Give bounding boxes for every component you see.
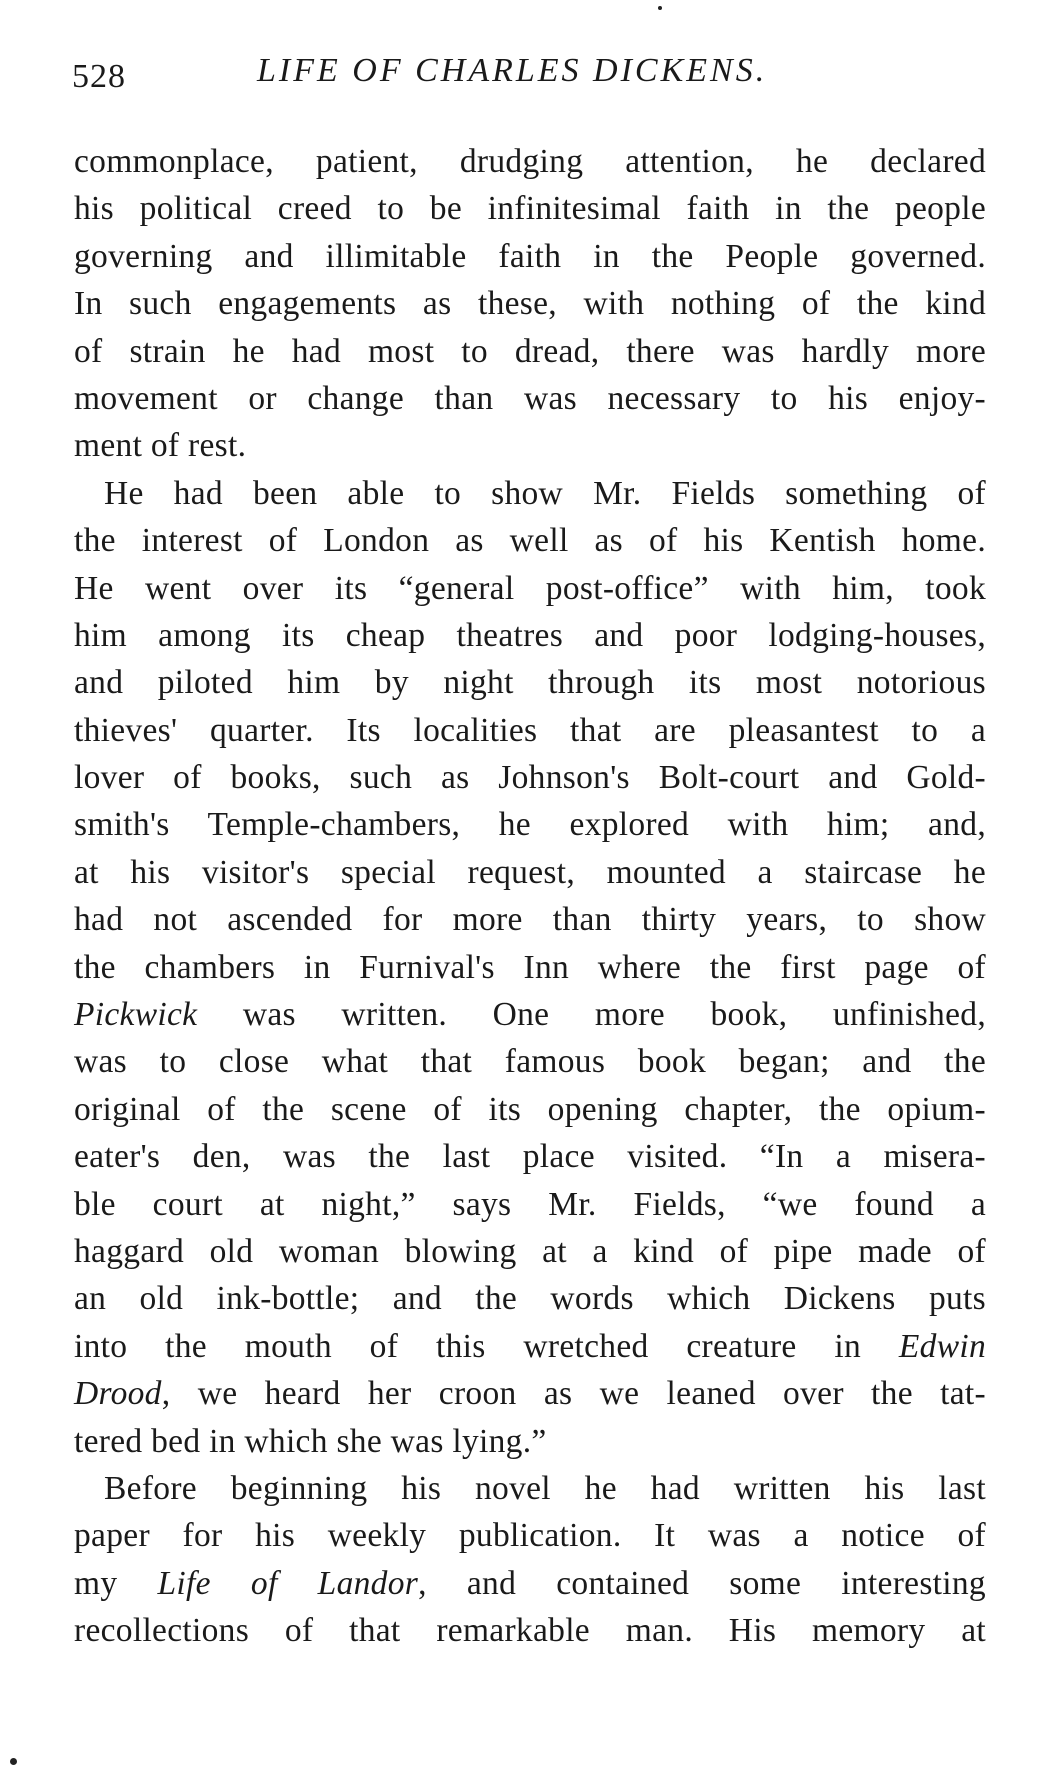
text-line (74, 1607, 986, 1654)
text-line (74, 233, 986, 280)
text-run: He had been able to show Mr. Fields something of (104, 474, 986, 512)
text-run: of strain he had most to dread, there was hardly more (74, 332, 986, 370)
text-run: lover of books, such as Johnson's Bolt-court and Gold- (74, 759, 986, 797)
text-line (74, 1228, 986, 1275)
text-line (74, 1323, 986, 1370)
body-text (74, 138, 986, 1655)
text-line (74, 1275, 986, 1322)
text-run: and piloted him by night through its most notorious (74, 664, 986, 702)
text-line (74, 707, 986, 754)
text-line (74, 896, 986, 943)
paragraph (74, 1465, 986, 1655)
text-run: He went over its “general post-office” with him, took (74, 569, 986, 607)
text-run: movement or change than was necessary to his enjoy- (74, 379, 986, 417)
text-run: , and contained some interesting (418, 1564, 986, 1602)
text-line (74, 612, 986, 659)
text-line (74, 375, 986, 422)
text-run: was written. One more book, unfinished, (197, 996, 986, 1034)
text-run: his political creed to be infinitesimal faith in the people (74, 190, 986, 228)
text-run: my (74, 1564, 158, 1602)
text-run: had not ascended for more than thirty years, to show (74, 901, 986, 939)
text-line (74, 1181, 986, 1228)
text-run: tered bed in which she was lying.” (74, 1422, 547, 1460)
text-line (74, 1370, 986, 1417)
text-line (74, 517, 986, 564)
italic-title: Pickwick (74, 996, 198, 1034)
text-line (74, 1560, 986, 1607)
text-run: thieves' quarter. Its localities that are pleasantest to a (74, 711, 986, 749)
italic-title: Life of Landor (157, 1564, 419, 1602)
paragraph (74, 138, 986, 470)
text-line (74, 1465, 986, 1512)
text-line (74, 422, 986, 469)
text-line (74, 328, 986, 375)
text-line (74, 1418, 986, 1465)
text-run: into the mouth of this wretched creature in (74, 1327, 899, 1365)
text-run: at his visitor's special request, mounted a staircase he (74, 853, 986, 891)
text-line (74, 991, 986, 1038)
text-run: Before beginning his novel he had written his last (104, 1469, 986, 1507)
text-run: governing and illimitable faith in the People governed. (74, 237, 986, 275)
text-line (74, 185, 986, 232)
text-run: an old ink-bottle; and the words which Dickens puts (74, 1280, 986, 1318)
text-line (74, 565, 986, 612)
text-run: the chambers in Furnival's Inn where the first page of (74, 948, 986, 986)
text-line (74, 470, 986, 517)
text-line (74, 1512, 986, 1559)
text-run: , we heard her croon as we leaned over the tat- (161, 1375, 986, 1413)
text-line (74, 754, 986, 801)
italic-title: Edwin (898, 1327, 986, 1365)
text-run: was to close what that famous book began; and the (74, 1043, 986, 1081)
paragraph (74, 470, 986, 1465)
text-run: him among its cheap theatres and poor lodging-houses, (74, 616, 986, 654)
ink-speck (10, 1758, 17, 1765)
text-run: eater's den, was the last place visited. “In a misera- (74, 1138, 986, 1176)
running-title: LIFE OF CHARLES DICKENS. (257, 52, 768, 89)
text-line (74, 1133, 986, 1180)
text-run: haggard old woman blowing at a kind of pipe made of (74, 1232, 986, 1270)
text-line (74, 801, 986, 848)
text-run: ment of rest. (74, 427, 247, 465)
text-run: commonplace, patient, drudging attention, he declared (74, 143, 986, 180)
italic-title: Drood (74, 1375, 162, 1413)
running-head (72, 52, 982, 102)
text-run: smith's Temple-chambers, he explored with him; and, (74, 806, 986, 844)
text-run: In such engagements as these, with nothing of the kind (74, 285, 986, 323)
text-run: the interest of London as well as of his Kentish home. (74, 522, 986, 560)
text-line (74, 1086, 986, 1133)
text-run: ble court at night,” says Mr. Fields, “we found a (74, 1185, 986, 1223)
text-line (74, 944, 986, 991)
text-line (74, 280, 986, 327)
page-number: 528 (72, 58, 126, 95)
text-line (74, 849, 986, 896)
ink-speck (658, 6, 662, 10)
text-run: original of the scene of its opening chapter, the opium- (74, 1090, 986, 1128)
text-line (74, 138, 986, 185)
text-run: recollections of that remarkable man. His memory at (74, 1612, 986, 1650)
text-line (74, 1038, 986, 1085)
text-run: paper for his weekly publication. It was a notice of (74, 1517, 986, 1555)
text-line (74, 659, 986, 706)
